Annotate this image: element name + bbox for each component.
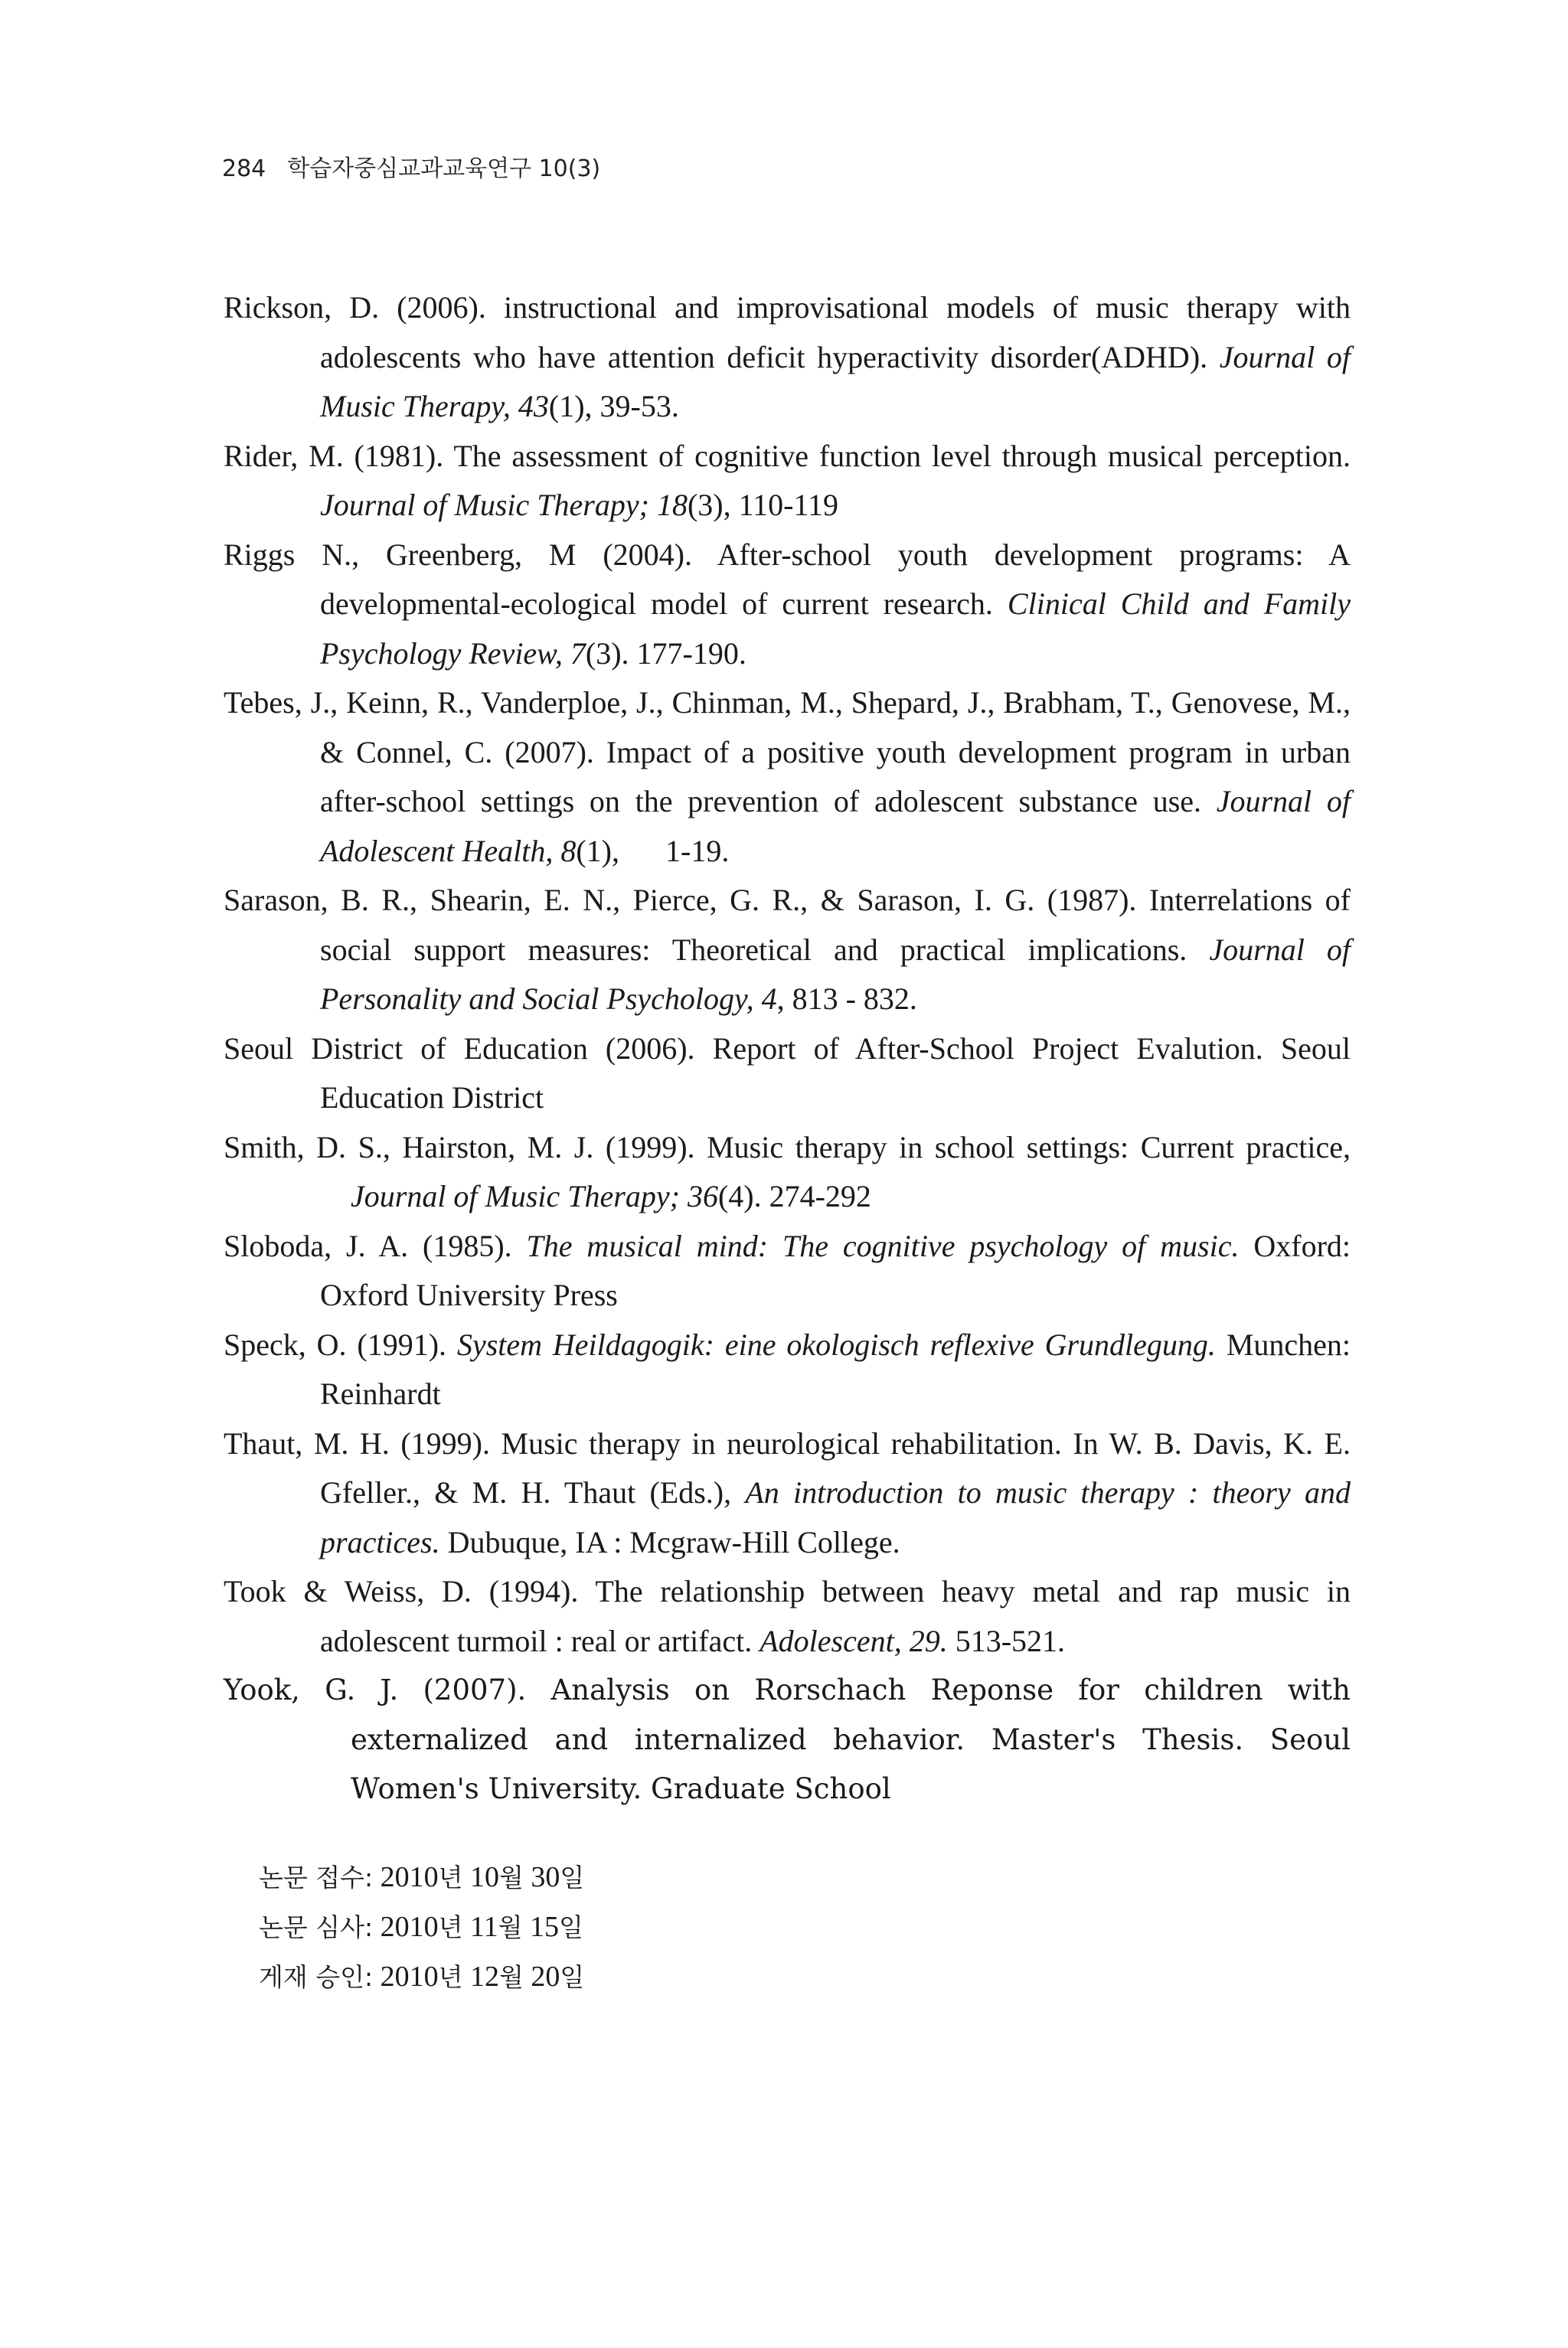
ref-source: System Heildagogik: eine okologisch reflexive Grundlegung.: [456, 1327, 1216, 1362]
ref-text: Rickson, D. (2006). instructional and improvisational models of music therapy with adolescents who have attention deficit hyperactivity disorder(ADHD).: [224, 290, 1351, 374]
date-unit: 년: [438, 1912, 463, 1942]
date-unit: 일: [559, 1912, 583, 1942]
date-month: 12: [470, 1961, 500, 1993]
date-unit: 일: [560, 1962, 585, 1992]
ref-text: Sarason, B. R., Shearin, E. N., Pierce, G. R., & Sarason, I. G. (1987). Interrelations of social support measures: Theoretical and practical implications.: [224, 883, 1351, 967]
reference-entry: [224, 283, 1351, 432]
ref-source: Clinical Child and Family Psychology Review, 7: [320, 586, 1351, 671]
reference-entry: [224, 678, 1351, 876]
ref-text: Dubuque, IA : Mcgraw-Hill College.: [439, 1524, 900, 1559]
ref-text: Sloboda, J. A. (1985).: [224, 1228, 527, 1263]
ref-source: Adolescent, 29.: [760, 1623, 948, 1658]
date-reviewed: [259, 1902, 584, 1952]
ref-text: Rider, M. (1981). The assessment of cognitive function level through musical perception.: [224, 438, 1351, 473]
reference-entry: [224, 876, 1351, 1024]
ref-text: (3), 110-119: [687, 488, 838, 522]
ref-text: Tebes, J., Keinn, R., Vanderploe, J., Chinman, M., Shepard, J., Brabham, T., Genovese, M., & Connel, C. (2007). Impact of a positive youth development program in urban after-school settings on the prevention of adolescent substance use.: [224, 685, 1351, 818]
ref-text: Seoul District of Education (2006). Report of After-School Project Evalution. Seoul Education District: [224, 1030, 1351, 1115]
ref-source: Journal of Music Therapy; 36: [351, 1179, 718, 1213]
date-day: 20: [531, 1961, 560, 1993]
ref-source: The musical mind: The cognitive psychology of music.: [526, 1228, 1240, 1263]
date-unit: 월: [499, 1962, 524, 1992]
date-label: 게재 승인:: [259, 1962, 374, 1992]
ref-text: (1), 1-19.: [576, 833, 730, 868]
reference-list: [224, 283, 1351, 1814]
date-unit: 년: [438, 1962, 463, 1992]
ref-source: Journal of Adolescent Health, 8: [320, 784, 1351, 868]
date-unit: 일: [560, 1863, 585, 1892]
reference-entry: [224, 531, 1351, 679]
ref-text: 513-521.: [947, 1623, 1066, 1658]
date-label: 논문 접수:: [259, 1863, 374, 1892]
date-year: 2010: [380, 1861, 439, 1893]
date-month: 10: [470, 1861, 500, 1893]
date-year: 2010: [380, 1961, 439, 1993]
reference-entry: [224, 1321, 1351, 1419]
ref-text: , 813 - 832.: [776, 981, 917, 1016]
ref-text: Smith, D. S., Hairston, M. J. (1999). Music therapy in school settings: Current practice,: [224, 1129, 1351, 1164]
reference-entry: [224, 1567, 1351, 1666]
date-month: 11: [470, 1911, 498, 1943]
date-received: [259, 1853, 584, 1902]
reference-entry: [224, 432, 1351, 531]
ref-text: Riggs N., Greenberg, M (2004). After-school youth development programs: A developmental-ecological model of current research.: [224, 537, 1351, 621]
reference-entry: [224, 1222, 1351, 1321]
ref-text: (1), 39-53.: [548, 389, 679, 423]
reference-entry: [224, 1123, 1351, 1222]
submission-dates: [259, 1853, 584, 2002]
ref-text: Munchen: Reinhardt: [320, 1327, 1351, 1411]
page-number: 284: [222, 155, 266, 182]
ref-text: Thaut, M. H. (1999). Music therapy in neurological rehabilitation. In W. B. Davis, K. E. Gfeller., & M. H. Thaut (Eds.),: [224, 1425, 1351, 1510]
running-header: [222, 149, 600, 183]
ref-text: Oxford: Oxford University Press: [320, 1228, 1351, 1312]
reference-entry: [224, 1419, 1351, 1568]
date-unit: 년: [438, 1863, 463, 1892]
date-unit: 월: [498, 1912, 523, 1942]
reference-entry: [224, 1666, 1351, 1814]
journal-title: 학습자중심교과교육연구 10(3): [287, 155, 601, 182]
ref-source: Journal of Personality and Social Psychology, 4: [320, 932, 1351, 1016]
ref-source: Journal of Music Therapy, 43: [320, 339, 1351, 423]
date-accepted: [259, 1952, 584, 2002]
ref-text: (4). 274-292: [717, 1179, 871, 1213]
date-unit: 월: [499, 1863, 524, 1892]
ref-text: Speck, O. (1991).: [224, 1327, 457, 1362]
ref-text: Yook, G. J. (2007). Analysis on Rorschach Reponse for children with externalized and internalized behavior. Master's Thesis. Seoul Women's University. Graduate School: [224, 1674, 1351, 1805]
date-label: 논문 심사:: [259, 1912, 374, 1942]
date-year: 2010: [380, 1911, 439, 1943]
date-day: 15: [530, 1911, 559, 1943]
date-day: 30: [531, 1861, 560, 1893]
ref-source: Journal of Music Therapy; 18: [320, 488, 688, 522]
reference-entry: [224, 1024, 1351, 1123]
ref-text: Took & Weiss, D. (1994). The relationship between heavy metal and rap music in adolescent turmoil : real or artifact.: [224, 1574, 1351, 1658]
ref-source: An introduction to music therapy : theory and practices.: [320, 1475, 1351, 1559]
ref-text: (3). 177-190.: [585, 635, 746, 671]
